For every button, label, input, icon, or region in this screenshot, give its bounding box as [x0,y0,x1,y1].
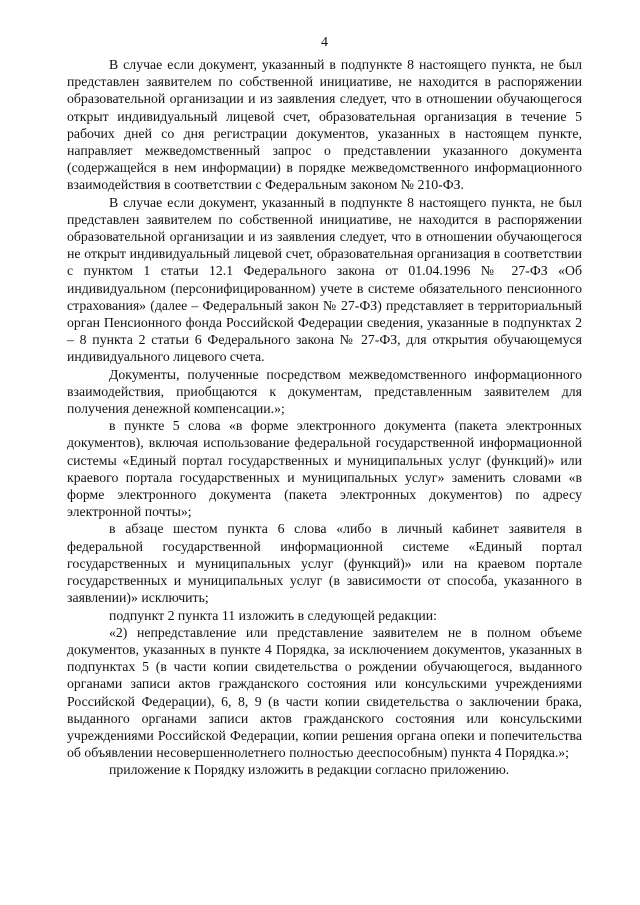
paragraph-item-11-text: «2) непредставление или представление заявителем не в полном объеме документов, указанных в пункте 4 Порядка, за исключением документов, указанных в подпунктах 5 (в части копии свидетельства о рождении обучающегося, выданного органами записи актов гражданского состояния или консульскими учреждениями Российской Федерации), 6, 8, 9 (в части копии свидетельства о заключении брака, выданного органами записи актов гражданского состояния или консульскими учреждениями Российской Федерации, копии решения органа опеки и попечительства об объявлении несовершеннолетнего полностью дееспособным) пункта 4 Порядка.»; [67,624,582,761]
paragraph-documents-attached: Документы, полученные посредством межведомственного информационного взаимодействия, приобщаются к документам, представленным заявителем для получения денежной компенсации.»; [67,366,582,417]
paragraph-appendix: приложение к Порядку изложить в редакции согласно приложению. [109,762,510,778]
paragraph-pension-fund-info: В случае если документ, указанный в подпункте 8 настоящего пункта, не был представлен заявителем по собственной инициативе, не находится в распоряжении образовательной организации и из заявления следует, что в отношении обучающегося не открыт индивидуальный лицевой счет, образовательная организация в соответствии с пунктом 1 статьи 12.1 Федерального закона от 01.04.1996 № 27-ФЗ «Об индивидуальном (персонифицированном) учете в системе обязательного пенсионного страхования» (далее – Федеральный закон № 27-ФЗ) представляет в территориальный орган Пенсионного фонда Российской Федерации сведения, указанные в подпунктах 2 – 8 пункта 2 статьи 6 Федерального закона № 27-ФЗ, для открытия обучающемуся индивидуального лицевого счета. [67,194,582,365]
paragraph-item-11-intro: подпункт 2 пункта 11 изложить в следующей редакции: [109,607,437,623]
page-number: 4 [321,35,328,50]
paragraph-interagency-request: В случае если документ, указанный в подпункте 8 настоящего пункта, не был представлен заявителем по собственной инициативе, не находится в распоряжении образовательной организации и из заявления следует, что в отношении обучающегося открыт индивидуальный лицевой счет, образовательная организация в течение 5 рабочих дней со дня регистрации документов, указанных в настоящем пункте, направляет межведомственный запрос о представлении указанного документа (содержащейся в нем информации) в порядке межведомственного информационного взаимодействия в соответствии с Федеральным законом № 210-ФЗ. [67,57,582,193]
paragraph-item-5-amendment: в пункте 5 слова «в форме электронного документа (пакета электронных документов), включая использование федеральной государственной информационной системы «Единый портал государственных и муниципальных услуг (функций)» или краевого портала государственных и муниципальных услуг» заменить словами «в форме электронного документа (пакета электронных документов) по адресу электронной почты»; [67,418,582,520]
paragraph-item-6-amendment: в абзаце шестом пункта 6 слова «либо в личный кабинет заявителя в федеральной государственной информационной системе «Единый портал государственных и муниципальных услуг (функций)» или на краевом портале государственных и муниципальных услуг (в зависимости от способа, указанного в заявлении)» исключить; [67,521,582,606]
